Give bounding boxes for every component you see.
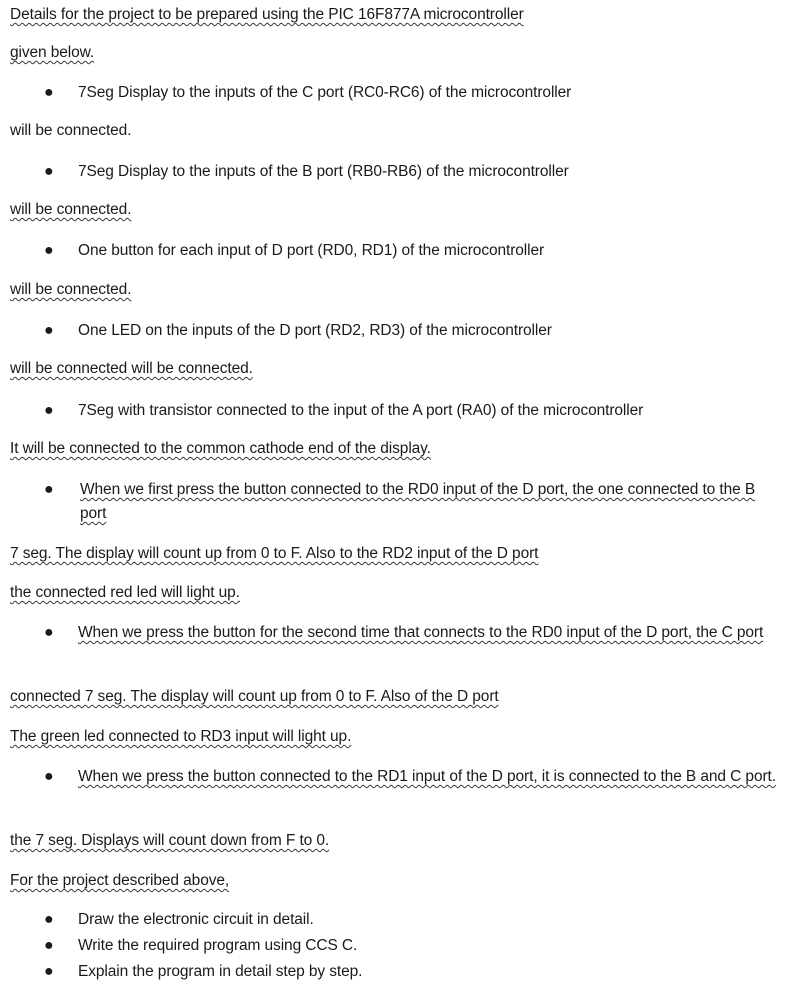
bullet-dot: ● <box>44 163 54 180</box>
paragraph-line: 7 seg. The display will count up from 0 to F. Also to the RD2 input of the D port <box>10 545 539 562</box>
bullet-dot: ● <box>44 322 54 339</box>
bullet-dot: ● <box>44 768 54 785</box>
paragraph-line: will be connected. <box>10 201 132 218</box>
title-line: Details for the project to be prepared using the PIC 16F877A microcontroller <box>10 6 524 23</box>
bullet-dot: ● <box>44 624 54 641</box>
paragraph-line: will be connected. <box>10 281 132 298</box>
paragraph-line: For the project described above, <box>10 872 230 889</box>
bullet-item: Draw the electronic circuit in detail. <box>78 911 314 928</box>
paragraph-line: It will be connected to the common cathode end of the display. <box>10 440 431 457</box>
bullet-dot: ● <box>44 937 54 954</box>
paragraph-line: the connected red led will light up. <box>10 584 240 601</box>
paragraph-line: will be connected will be connected. <box>10 360 253 377</box>
bullet-dot: ● <box>44 963 54 980</box>
bullet-item: Explain the program in detail step by step. <box>78 963 363 980</box>
bullet-item: Write the required program using CCS C. <box>78 937 358 954</box>
bullet-item: When we press the button connected to the RD1 input of the D port, it is connected to the B and C port. <box>78 768 776 785</box>
paragraph-line: the 7 seg. Displays will count down from F to 0. <box>10 832 330 849</box>
paragraph-line: will be connected. <box>10 122 132 139</box>
bullet-item: 7Seg Display to the inputs of the C port (RC0-RC6) of the microcontroller <box>78 84 572 101</box>
bullet-dot: ● <box>44 84 54 101</box>
bullet-dot: ● <box>44 911 54 928</box>
bullet-item: 7Seg Display to the inputs of the B port (RB0-RB6) of the microcontroller <box>78 163 569 180</box>
bullet-item: When we press the button for the second time that connects to the RD0 input of the D port, the C port <box>78 624 764 641</box>
paragraph-line: The green led connected to RD3 input will light up. <box>10 728 352 745</box>
bullet-item: One LED on the inputs of the D port (RD2, RD3) of the microcontroller <box>78 322 552 339</box>
bullet-item: One button for each input of D port (RD0, RD1) of the microcontroller <box>78 242 545 259</box>
bullet-item: When we first press the button connected to the RD0 input of the D port, the one connected to the B port <box>80 481 756 522</box>
bullet-item: 7Seg with transistor connected to the input of the A port (RA0) of the microcontroller <box>78 402 644 419</box>
title-continuation: given below. <box>10 44 95 61</box>
bullet-dot: ● <box>44 481 54 498</box>
paragraph-line: connected 7 seg. The display will count up from 0 to F. Also of the D port <box>10 688 499 705</box>
bullet-dot: ● <box>44 402 54 419</box>
bullet-dot: ● <box>44 242 54 259</box>
